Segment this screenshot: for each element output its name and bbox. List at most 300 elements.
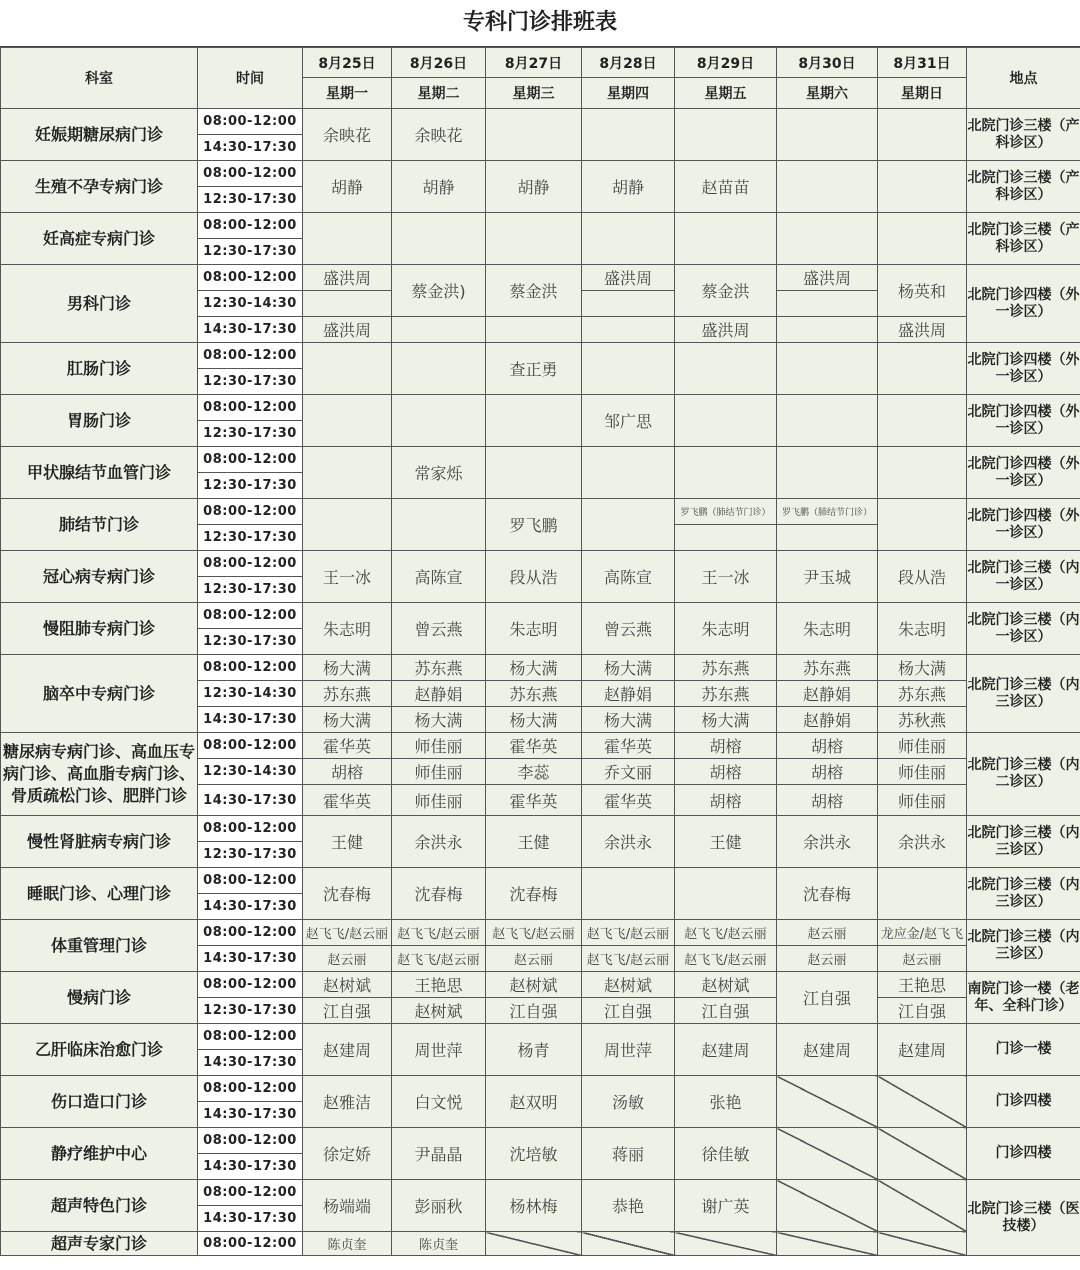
location-cell: 北院门诊三楼（内一诊区） — [967, 551, 1080, 603]
location-cell: 门诊四楼 — [967, 1128, 1080, 1180]
empty-cell — [303, 343, 392, 395]
doctor-cell: 徐佳敏 — [675, 1128, 777, 1180]
header-date: 8月28日 — [582, 48, 675, 78]
doctor-cell: 王一冰 — [675, 551, 777, 603]
no-service-cell — [675, 1232, 777, 1256]
doctor-cell: 霍华英 — [303, 733, 392, 759]
header-dept: 科室 — [1, 48, 198, 109]
doctor-cell: 朱志明 — [878, 603, 967, 655]
empty-cell — [303, 395, 392, 447]
location-cell: 北院门诊四楼（外一诊区） — [967, 499, 1080, 551]
department-name: 男科门诊 — [1, 265, 198, 343]
doctor-cell: 谢广英 — [675, 1180, 777, 1232]
time-slot: 12:30-17:30 — [198, 421, 303, 447]
doctor-cell: 沈春梅 — [777, 868, 878, 920]
doctor-cell: 赵飞飞/赵云丽 — [582, 920, 675, 946]
doctor-cell: 赵建周 — [777, 1024, 878, 1076]
time-slot: 08:00-12:00 — [198, 972, 303, 998]
no-service-cell — [582, 1232, 675, 1256]
department-name: 静疗维护中心 — [1, 1128, 198, 1180]
doctor-cell: 赵树斌 — [675, 972, 777, 998]
time-slot: 12:30-17:30 — [198, 525, 303, 551]
doctor-cell: 胡榕 — [675, 759, 777, 785]
department-name: 糖尿病专病门诊、高血压专病门诊、高血脂专病门诊、骨质疏松门诊、肥胖门诊 — [1, 733, 198, 816]
empty-cell — [777, 343, 878, 395]
header-date: 8月30日 — [777, 48, 878, 78]
department-name: 甲状腺结节血管门诊 — [1, 447, 198, 499]
empty-cell — [392, 213, 486, 265]
doctor-cell: 江自强 — [878, 998, 967, 1024]
department-name: 妊高症专病门诊 — [1, 213, 198, 265]
location-cell: 北院门诊三楼（内三诊区） — [967, 816, 1080, 868]
header-weekday: 星期一 — [303, 78, 392, 109]
doctor-cell: 杨英和 — [878, 265, 967, 317]
empty-cell — [777, 317, 878, 343]
empty-cell — [486, 395, 582, 447]
doctor-cell: 胡榕 — [777, 785, 878, 816]
doctor-cell: 徐定娇 — [303, 1128, 392, 1180]
doctor-cell: 江自强 — [675, 998, 777, 1024]
header-weekday: 星期六 — [777, 78, 878, 109]
time-slot: 14:30-17:30 — [198, 1102, 303, 1128]
doctor-cell: 赵双明 — [486, 1076, 582, 1128]
doctor-cell: 杨大满 — [392, 707, 486, 733]
empty-cell — [486, 109, 582, 161]
empty-cell — [878, 868, 967, 920]
time-slot: 08:00-12:00 — [198, 109, 303, 135]
doctor-cell: 盛洪周 — [675, 317, 777, 343]
doctor-cell: 赵树斌 — [582, 972, 675, 998]
department-name: 胃肠门诊 — [1, 395, 198, 447]
doctor-cell: 霍华英 — [582, 785, 675, 816]
empty-cell — [486, 317, 582, 343]
time-slot: 12:30-17:30 — [198, 629, 303, 655]
empty-cell — [392, 343, 486, 395]
time-slot: 08:00-12:00 — [198, 733, 303, 759]
doctor-cell: 胡静 — [486, 161, 582, 213]
department-name: 肺结节门诊 — [1, 499, 198, 551]
doctor-cell: 赵飞飞/赵云丽 — [392, 946, 486, 972]
empty-cell — [878, 395, 967, 447]
time-slot: 08:00-12:00 — [198, 551, 303, 577]
no-service-cell — [878, 1076, 967, 1128]
doctor-cell: 杨林梅 — [486, 1180, 582, 1232]
doctor-cell: 师佳丽 — [878, 733, 967, 759]
doctor-cell: 罗飞鹏（肺结节门诊） — [675, 499, 777, 525]
doctor-cell: 罗飞鹏 — [486, 499, 582, 551]
schedule-table — [0, 47, 1080, 1256]
doctor-cell: 查正勇 — [486, 343, 582, 395]
doctor-cell: 王健 — [675, 816, 777, 868]
empty-cell — [392, 317, 486, 343]
doctor-cell: 师佳丽 — [878, 785, 967, 816]
time-slot: 12:30-17:30 — [198, 842, 303, 868]
empty-cell — [878, 109, 967, 161]
empty-cell — [582, 291, 675, 317]
time-slot: 12:30-14:30 — [198, 291, 303, 317]
empty-cell — [675, 868, 777, 920]
doctor-cell: 曾云燕 — [392, 603, 486, 655]
header-date: 8月26日 — [392, 48, 486, 78]
doctor-cell: 胡静 — [392, 161, 486, 213]
empty-cell — [675, 213, 777, 265]
doctor-cell: 赵苗苗 — [675, 161, 777, 213]
doctor-cell: 师佳丽 — [392, 785, 486, 816]
time-slot: 08:00-12:00 — [198, 265, 303, 291]
doctor-cell: 赵云丽 — [878, 946, 967, 972]
doctor-cell: 赵飞飞/赵云丽 — [675, 920, 777, 946]
empty-cell — [878, 447, 967, 499]
doctor-cell: 苏东燕 — [486, 681, 582, 707]
doctor-cell: 彭丽秋 — [392, 1180, 486, 1232]
doctor-cell: 杨大满 — [486, 707, 582, 733]
time-slot: 08:00-12:00 — [198, 1128, 303, 1154]
location-cell: 北院门诊三楼（产科诊区） — [967, 161, 1080, 213]
doctor-cell: 沈春梅 — [303, 868, 392, 920]
time-slot: 08:00-12:00 — [198, 816, 303, 842]
doctor-cell: 杨大满 — [582, 707, 675, 733]
time-slot: 12:30-17:30 — [198, 577, 303, 603]
department-name: 慢病门诊 — [1, 972, 198, 1024]
empty-cell — [777, 525, 878, 551]
location-cell: 北院门诊三楼（内三诊区） — [967, 868, 1080, 920]
empty-cell — [486, 447, 582, 499]
doctor-cell: 江自强 — [486, 998, 582, 1024]
doctor-cell: 江自强 — [582, 998, 675, 1024]
doctor-cell: 苏东燕 — [777, 655, 878, 681]
doctor-cell: 胡静 — [582, 161, 675, 213]
time-slot: 12:30-17:30 — [198, 998, 303, 1024]
empty-cell — [303, 213, 392, 265]
doctor-cell: 赵静娟 — [777, 681, 878, 707]
time-slot: 08:00-12:00 — [198, 343, 303, 369]
department-name: 超声特色门诊 — [1, 1180, 198, 1232]
empty-cell — [777, 447, 878, 499]
department-name: 慢阻肺专病门诊 — [1, 603, 198, 655]
time-slot: 08:00-12:00 — [198, 920, 303, 946]
no-service-cell — [878, 1180, 967, 1232]
doctor-cell: 霍华英 — [303, 785, 392, 816]
doctor-cell: 余洪永 — [392, 816, 486, 868]
header-weekday: 星期日 — [878, 78, 967, 109]
doctor-cell: 朱志明 — [777, 603, 878, 655]
empty-cell — [777, 213, 878, 265]
doctor-cell: 霍华英 — [486, 785, 582, 816]
doctor-cell: 盛洪周 — [303, 317, 392, 343]
time-slot: 14:30-17:30 — [198, 1154, 303, 1180]
department-name: 肛肠门诊 — [1, 343, 198, 395]
doctor-cell: 王健 — [303, 816, 392, 868]
doctor-cell: 杨大满 — [582, 655, 675, 681]
time-slot: 14:30-17:30 — [198, 894, 303, 920]
empty-cell — [582, 868, 675, 920]
doctor-cell: 余洪永 — [777, 816, 878, 868]
empty-cell — [582, 317, 675, 343]
doctor-cell: 余映花 — [392, 109, 486, 161]
doctor-cell: 苏东燕 — [303, 681, 392, 707]
time-slot: 14:30-17:30 — [198, 707, 303, 733]
empty-cell — [582, 109, 675, 161]
doctor-cell: 陈贞奎 — [392, 1232, 486, 1256]
time-slot: 14:30-17:30 — [198, 1206, 303, 1232]
time-slot: 14:30-17:30 — [198, 317, 303, 343]
doctor-cell: 盛洪周 — [777, 265, 878, 291]
doctor-cell: 王艳思 — [878, 972, 967, 998]
department-name: 妊娠期糖尿病门诊 — [1, 109, 198, 161]
empty-cell — [878, 499, 967, 551]
time-slot: 08:00-12:00 — [198, 1076, 303, 1102]
doctor-cell: 江自强 — [777, 972, 878, 1024]
doctor-cell: 乔文丽 — [582, 759, 675, 785]
time-slot: 08:00-12:00 — [198, 868, 303, 894]
doctor-cell: 杨大满 — [878, 655, 967, 681]
doctor-cell: 尹晶晶 — [392, 1128, 486, 1180]
doctor-cell: 苏秋燕 — [878, 707, 967, 733]
doctor-cell: 赵云丽 — [303, 946, 392, 972]
no-service-cell — [878, 1128, 967, 1180]
location-cell: 北院门诊三楼（医技楼） — [967, 1180, 1080, 1256]
doctor-cell: 赵建周 — [675, 1024, 777, 1076]
empty-cell — [777, 161, 878, 213]
doctor-cell: 赵飞飞/赵云丽 — [486, 920, 582, 946]
empty-cell — [675, 447, 777, 499]
doctor-cell: 胡榕 — [675, 733, 777, 759]
time-slot: 12:30-14:30 — [198, 759, 303, 785]
doctor-cell: 赵飞飞/赵云丽 — [392, 920, 486, 946]
doctor-cell: 汤敏 — [582, 1076, 675, 1128]
department-name: 睡眠门诊、心理门诊 — [1, 868, 198, 920]
doctor-cell: 赵静娟 — [582, 681, 675, 707]
location-cell: 北院门诊四楼（外一诊区） — [967, 265, 1080, 343]
doctor-cell: 龙应金/赵飞飞 — [878, 920, 967, 946]
header-time: 时间 — [198, 48, 303, 109]
doctor-cell: 赵云丽 — [486, 946, 582, 972]
doctor-cell: 曾云燕 — [582, 603, 675, 655]
location-cell: 北院门诊三楼（内二诊区） — [967, 733, 1080, 816]
department-name: 伤口造口门诊 — [1, 1076, 198, 1128]
location-cell: 门诊四楼 — [967, 1076, 1080, 1128]
doctor-cell: 段从浩 — [878, 551, 967, 603]
department-name: 超声专家门诊 — [1, 1232, 198, 1256]
doctor-cell: 盛洪周 — [303, 265, 392, 291]
doctor-cell: 盛洪周 — [582, 265, 675, 291]
doctor-cell: 杨大满 — [303, 655, 392, 681]
location-cell: 北院门诊三楼（产科诊区） — [967, 109, 1080, 161]
location-cell: 北院门诊三楼（产科诊区） — [967, 213, 1080, 265]
location-cell: 北院门诊四楼（外一诊区） — [967, 447, 1080, 499]
page-title: 专科门诊排班表 — [0, 0, 1080, 47]
doctor-cell: 赵雅洁 — [303, 1076, 392, 1128]
empty-cell — [675, 525, 777, 551]
no-service-cell — [777, 1180, 878, 1232]
location-cell: 北院门诊三楼（内三诊区） — [967, 920, 1080, 972]
empty-cell — [582, 447, 675, 499]
doctor-cell: 赵云丽 — [777, 920, 878, 946]
doctor-cell: 赵飞飞/赵云丽 — [675, 946, 777, 972]
time-slot: 08:00-12:00 — [198, 447, 303, 473]
location-cell: 北院门诊三楼（内三诊区） — [967, 655, 1080, 733]
location-cell: 门诊一楼 — [967, 1024, 1080, 1076]
location-cell: 北院门诊三楼（内一诊区） — [967, 603, 1080, 655]
time-slot: 12:30-17:30 — [198, 369, 303, 395]
doctor-cell: 霍华英 — [582, 733, 675, 759]
department-name: 慢性肾脏病专病门诊 — [1, 816, 198, 868]
doctor-cell: 杨大满 — [675, 707, 777, 733]
doctor-cell: 杨青 — [486, 1024, 582, 1076]
header-date: 8月25日 — [303, 48, 392, 78]
time-slot: 08:00-12:00 — [198, 1024, 303, 1050]
time-slot: 08:00-12:00 — [198, 161, 303, 187]
time-slot: 14:30-17:30 — [198, 1050, 303, 1076]
doctor-cell: 恭艳 — [582, 1180, 675, 1232]
time-slot: 12:30-14:30 — [198, 681, 303, 707]
doctor-cell: 段从浩 — [486, 551, 582, 603]
header-weekday: 星期五 — [675, 78, 777, 109]
doctor-cell: 杨大满 — [486, 655, 582, 681]
doctor-cell: 胡榕 — [303, 759, 392, 785]
doctor-cell: 周世萍 — [582, 1024, 675, 1076]
no-service-cell — [486, 1232, 582, 1256]
doctor-cell: 师佳丽 — [878, 759, 967, 785]
doctor-cell: 胡榕 — [777, 733, 878, 759]
doctor-cell: 蔡金洪 — [675, 265, 777, 317]
empty-cell — [392, 499, 486, 551]
empty-cell — [303, 291, 392, 317]
location-cell: 北院门诊四楼（外一诊区） — [967, 395, 1080, 447]
empty-cell — [675, 395, 777, 447]
doctor-cell: 胡静 — [303, 161, 392, 213]
doctor-cell: 苏东燕 — [675, 681, 777, 707]
doctor-cell: 蔡金洪) — [392, 265, 486, 317]
header-weekday: 星期四 — [582, 78, 675, 109]
doctor-cell: 李蕊 — [486, 759, 582, 785]
doctor-cell: 苏东燕 — [675, 655, 777, 681]
empty-cell — [777, 109, 878, 161]
header-location: 地点 — [967, 48, 1080, 109]
empty-cell — [303, 447, 392, 499]
header-date: 8月27日 — [486, 48, 582, 78]
doctor-cell: 王艳思 — [392, 972, 486, 998]
empty-cell — [878, 343, 967, 395]
department-name: 脑卒中专病门诊 — [1, 655, 198, 733]
doctor-cell: 高陈宣 — [582, 551, 675, 603]
doctor-cell: 赵云丽 — [777, 946, 878, 972]
empty-cell — [675, 109, 777, 161]
header-weekday: 星期二 — [392, 78, 486, 109]
doctor-cell: 朱志明 — [303, 603, 392, 655]
doctor-cell: 沈春梅 — [486, 868, 582, 920]
empty-cell — [777, 291, 878, 317]
doctor-cell: 江自强 — [303, 998, 392, 1024]
time-slot: 08:00-12:00 — [198, 1232, 303, 1256]
doctor-cell: 赵建周 — [303, 1024, 392, 1076]
doctor-cell: 王一冰 — [303, 551, 392, 603]
doctor-cell: 杨端端 — [303, 1180, 392, 1232]
doctor-cell: 师佳丽 — [392, 733, 486, 759]
doctor-cell: 高陈宣 — [392, 551, 486, 603]
empty-cell — [486, 213, 582, 265]
doctor-cell: 赵飞飞/赵云丽 — [582, 946, 675, 972]
doctor-cell: 尹玉城 — [777, 551, 878, 603]
doctor-cell: 赵树斌 — [392, 998, 486, 1024]
empty-cell — [675, 343, 777, 395]
doctor-cell: 苏东燕 — [392, 655, 486, 681]
empty-cell — [777, 395, 878, 447]
doctor-cell: 蔡金洪 — [486, 265, 582, 317]
header-date: 8月29日 — [675, 48, 777, 78]
doctor-cell: 沈培敏 — [486, 1128, 582, 1180]
doctor-cell: 胡榕 — [777, 759, 878, 785]
doctor-cell: 余映花 — [303, 109, 392, 161]
empty-cell — [582, 213, 675, 265]
doctor-cell: 张艳 — [675, 1076, 777, 1128]
time-slot: 08:00-12:00 — [198, 395, 303, 421]
doctor-cell: 师佳丽 — [392, 759, 486, 785]
no-service-cell — [777, 1232, 878, 1256]
doctor-cell: 周世萍 — [392, 1024, 486, 1076]
time-slot: 08:00-12:00 — [198, 603, 303, 629]
doctor-cell: 赵树斌 — [486, 972, 582, 998]
doctor-cell: 蒋丽 — [582, 1128, 675, 1180]
no-service-cell — [777, 1076, 878, 1128]
department-name: 生殖不孕专病门诊 — [1, 161, 198, 213]
no-service-cell — [777, 1128, 878, 1180]
location-cell: 南院门诊一楼（老年、全科门诊） — [967, 972, 1080, 1024]
doctor-cell: 朱志明 — [675, 603, 777, 655]
doctor-cell: 陈贞奎 — [303, 1232, 392, 1256]
time-slot: 12:30-17:30 — [198, 239, 303, 265]
time-slot: 14:30-17:30 — [198, 946, 303, 972]
doctor-cell: 赵静娟 — [392, 681, 486, 707]
time-slot: 08:00-12:00 — [198, 1180, 303, 1206]
empty-cell — [878, 161, 967, 213]
doctor-cell: 赵建周 — [878, 1024, 967, 1076]
location-cell: 北院门诊四楼（外一诊区） — [967, 343, 1080, 395]
doctor-cell: 盛洪周 — [878, 317, 967, 343]
department-name: 冠心病专病门诊 — [1, 551, 198, 603]
time-slot: 14:30-17:30 — [198, 785, 303, 816]
doctor-cell: 朱志明 — [486, 603, 582, 655]
doctor-cell: 罗飞鹏（肺结节门诊） — [777, 499, 878, 525]
empty-cell — [392, 395, 486, 447]
time-slot: 08:00-12:00 — [198, 499, 303, 525]
doctor-cell: 赵静娟 — [777, 707, 878, 733]
doctor-cell: 余洪永 — [582, 816, 675, 868]
empty-cell — [582, 343, 675, 395]
department-name: 体重管理门诊 — [1, 920, 198, 972]
doctor-cell: 沈春梅 — [392, 868, 486, 920]
doctor-cell: 苏东燕 — [878, 681, 967, 707]
empty-cell — [582, 499, 675, 551]
header-weekday: 星期三 — [486, 78, 582, 109]
doctor-cell: 王健 — [486, 816, 582, 868]
doctor-cell: 杨大满 — [303, 707, 392, 733]
doctor-cell: 余洪永 — [878, 816, 967, 868]
department-name: 乙肝临床治愈门诊 — [1, 1024, 198, 1076]
doctor-cell: 赵树斌 — [303, 972, 392, 998]
doctor-cell: 霍华英 — [486, 733, 582, 759]
doctor-cell: 常家烁 — [392, 447, 486, 499]
no-service-cell — [878, 1232, 967, 1256]
empty-cell — [303, 499, 392, 551]
time-slot: 08:00-12:00 — [198, 213, 303, 239]
doctor-cell: 白文悦 — [392, 1076, 486, 1128]
time-slot: 14:30-17:30 — [198, 135, 303, 161]
time-slot: 12:30-17:30 — [198, 187, 303, 213]
time-slot: 08:00-12:00 — [198, 655, 303, 681]
empty-cell — [878, 213, 967, 265]
doctor-cell: 邹广思 — [582, 395, 675, 447]
